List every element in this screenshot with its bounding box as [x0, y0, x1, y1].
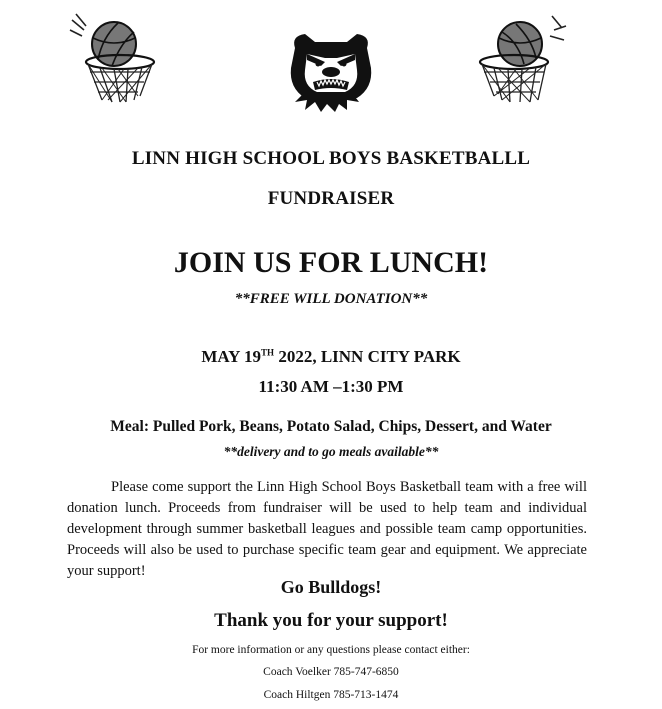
- donation-note: **FREE WILL DONATION**: [234, 291, 428, 307]
- event-date-location: 2022, LINN CITY PARK: [274, 347, 461, 366]
- thanks-text: Thank you for your support!: [214, 610, 448, 631]
- bulldog-mascot-icon: [281, 28, 381, 114]
- event-date-suffix: TH: [261, 347, 275, 358]
- contact-coach-2: Coach Hiltgen 785-713-1474: [263, 689, 399, 701]
- cheer-text: Go Bulldogs!: [280, 577, 382, 597]
- contact-intro: For more information or any questions please contact either:: [192, 644, 470, 656]
- meal-note: **delivery and to go meals available**: [223, 444, 439, 459]
- title-line-2: FUNDRAISER: [267, 188, 395, 209]
- event-date: [0, 347, 662, 367]
- description-text: Please come support the Linn High School Boys Basketball team with a free will donation lunch. Proceeds from fundraiser will be used to help team and individual development through summer basketball leagues and possible team camp opportunities. Proceeds will also be used to purchase specific team gear and equipment. We appreciate your support!: [67, 479, 587, 579]
- meal-line: Meal: Pulled Pork, Beans, Potato Salad, Chips, Dessert, and Water: [110, 418, 552, 435]
- title-line-1: LINN HIGH SCHOOL BOYS BASKETBALLL: [131, 148, 531, 169]
- basketball-hoop-icon: [68, 14, 168, 106]
- event-time: 11:30 AM –1:30 PM: [258, 377, 404, 396]
- contact-coach-1: Coach Voelker 785-747-6850: [263, 666, 399, 678]
- event-date-day: MAY 19: [201, 347, 262, 366]
- basketball-hoop-icon: [468, 14, 568, 106]
- description-paragraph: [67, 477, 587, 582]
- headline: JOIN US FOR LUNCH!: [173, 246, 489, 279]
